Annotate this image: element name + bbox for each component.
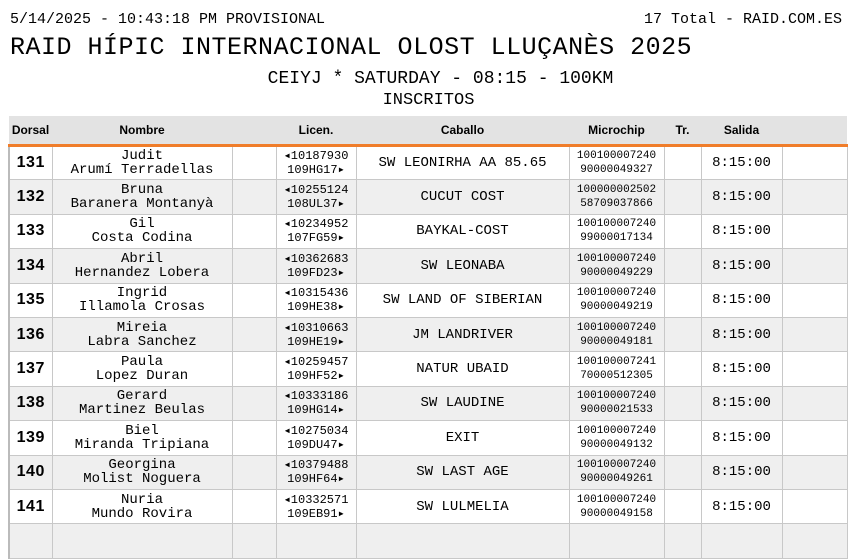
rider-name-cell	[52, 352, 232, 386]
license-cell	[276, 489, 356, 523]
horse-name-cell: SW LAND OF SIBERIAN	[356, 283, 569, 317]
license-number: ◂10379488	[283, 458, 349, 473]
tr-cell	[664, 489, 701, 523]
category-line: CEIYJ * SATURDAY - 08:15 - 100KM	[267, 69, 614, 89]
microchip-cell	[569, 489, 664, 523]
license-code: 108UL37▸	[287, 197, 345, 212]
start-time-cell: 8:15:00	[701, 249, 782, 283]
horse-name-cell: EXIT	[356, 421, 569, 455]
timestamp-status: 5/14/2025 - 10:43:18 PM PROVISIONAL	[10, 11, 326, 28]
license-code: 109FD23▸	[287, 265, 345, 280]
microchip-line-1: 100100007240	[576, 218, 657, 231]
table-row	[9, 146, 847, 180]
rider-name-cell	[52, 455, 232, 489]
microchip-cell	[569, 214, 664, 248]
license-code: 109HG14▸	[287, 403, 345, 418]
dorsal-cell: 141	[9, 489, 52, 523]
table-row	[9, 386, 847, 420]
microchip-cell	[569, 421, 664, 455]
col-salida: Salida	[701, 116, 782, 146]
microchip-cell	[569, 317, 664, 351]
start-time-cell: 8:15:00	[701, 386, 782, 420]
microchip-line-2: 90000049229	[580, 266, 653, 279]
license-cell	[276, 283, 356, 317]
rider-name-cell	[52, 489, 232, 523]
extra-cell	[782, 249, 847, 283]
dorsal-cell: 135	[9, 283, 52, 317]
dorsal-cell: 138	[9, 386, 52, 420]
extra-cell	[782, 421, 847, 455]
dorsal-cell	[9, 524, 52, 558]
microchip-cell	[569, 386, 664, 420]
license-cell	[276, 249, 356, 283]
license-cell	[276, 180, 356, 214]
blank-cell	[232, 249, 276, 283]
entries-table	[8, 116, 848, 559]
start-time-cell: 8:15:00	[701, 455, 782, 489]
rider-name-cell	[52, 386, 232, 420]
rider-name-cell	[52, 249, 232, 283]
rider-name-cell	[52, 524, 232, 558]
blank-cell	[232, 386, 276, 420]
table-row	[9, 249, 847, 283]
license-code: 109HF64▸	[287, 472, 345, 487]
tr-cell	[664, 455, 701, 489]
blank-cell	[232, 180, 276, 214]
blank-cell	[232, 455, 276, 489]
microchip-line-1: 100100007241	[576, 356, 657, 369]
col-nombre: Nombre	[52, 116, 232, 146]
tr-cell	[664, 524, 701, 558]
start-time-cell: 8:15:00	[701, 180, 782, 214]
extra-cell	[782, 146, 847, 180]
microchip-cell	[569, 249, 664, 283]
rider-name-cell	[52, 146, 232, 180]
blank-cell	[232, 283, 276, 317]
rider-last-name: Lopez Duran	[95, 368, 189, 385]
license-code: 107FG59▸	[287, 231, 345, 246]
horse-name-cell: CUCUT COST	[356, 180, 569, 214]
license-number: ◂10187930	[283, 149, 349, 164]
tr-cell	[664, 283, 701, 317]
start-time-cell: 8:15:00	[701, 214, 782, 248]
extra-cell	[782, 524, 847, 558]
license-number: ◂10259457	[283, 355, 349, 370]
license-number: ◂10255124	[283, 183, 349, 198]
license-number: ◂10234952	[283, 217, 349, 232]
rider-last-name: Miranda Tripiana	[74, 436, 210, 453]
horse-name-cell	[356, 524, 569, 558]
microchip-cell	[569, 352, 664, 386]
rider-last-name: Mundo Rovira	[91, 505, 193, 522]
license-number: ◂10275034	[283, 423, 349, 438]
rider-last-name: Costa Codina	[91, 230, 193, 247]
microchip-line-1: 100100007240	[576, 459, 657, 472]
license-cell	[276, 214, 356, 248]
horse-name-cell: SW LEONABA	[356, 249, 569, 283]
col-blank	[232, 116, 276, 146]
dorsal-cell: 139	[9, 421, 52, 455]
event-title: RAID HÍPIC INTERNACIONAL OLOST LLUÇANÈS 2025	[10, 33, 693, 62]
rider-first-name: Ingrid	[116, 285, 168, 302]
rider-first-name: Biel	[125, 422, 159, 439]
rider-name-cell	[52, 317, 232, 351]
microchip-line-2: 90000049181	[580, 335, 653, 348]
license-cell	[276, 524, 356, 558]
table-row	[9, 317, 847, 351]
microchip-line-2: 90000049327	[580, 164, 653, 177]
microchip-line-1: 100100007240	[576, 150, 657, 163]
license-code: 109HE38▸	[287, 300, 345, 315]
license-cell	[276, 352, 356, 386]
table-row	[9, 455, 847, 489]
extra-cell	[782, 283, 847, 317]
tr-cell	[664, 146, 701, 180]
extra-cell	[782, 352, 847, 386]
table-header-row	[9, 116, 847, 146]
rider-last-name: Hernandez Lobera	[74, 264, 210, 281]
horse-name-cell: JM LANDRIVER	[356, 317, 569, 351]
microchip-cell	[569, 455, 664, 489]
start-time-cell: 8:15:00	[701, 352, 782, 386]
extra-cell	[782, 214, 847, 248]
license-cell	[276, 146, 356, 180]
table-row	[9, 352, 847, 386]
horse-name-cell: SW LAST AGE	[356, 455, 569, 489]
start-time-cell	[701, 524, 782, 558]
table-row	[9, 489, 847, 523]
microchip-line-1: 100100007240	[576, 493, 657, 506]
dorsal-cell: 140	[9, 455, 52, 489]
table-row	[9, 214, 847, 248]
blank-cell	[232, 489, 276, 523]
rider-first-name: Gil	[129, 216, 155, 233]
license-code: 109EB91▸	[287, 506, 345, 521]
rider-last-name: Labra Sanchez	[87, 333, 197, 350]
table-row	[9, 283, 847, 317]
col-extra	[782, 116, 847, 146]
rider-last-name: Baranera Montanyà	[70, 196, 214, 213]
tr-cell	[664, 386, 701, 420]
horse-name-cell: BAYKAL-COST	[356, 214, 569, 248]
total-site-label: 17 Total - RAID.COM.ES	[643, 11, 842, 28]
microchip-line-2: 90000049219	[580, 301, 653, 314]
microchip-cell	[569, 146, 664, 180]
license-number: ◂10315436	[283, 286, 349, 301]
rider-name-cell	[52, 283, 232, 317]
blank-cell	[232, 317, 276, 351]
dorsal-cell: 137	[9, 352, 52, 386]
tr-cell	[664, 249, 701, 283]
col-dorsal: Dorsal	[9, 116, 52, 146]
extra-cell	[782, 386, 847, 420]
start-time-cell: 8:15:00	[701, 317, 782, 351]
rider-last-name: Arumí Terradellas	[70, 162, 214, 179]
rider-name-cell	[52, 214, 232, 248]
microchip-line-1: 100000002502	[576, 184, 657, 197]
microchip-line-1: 100100007240	[576, 424, 657, 437]
rider-last-name: Martinez Beulas	[78, 402, 206, 419]
tr-cell	[664, 180, 701, 214]
microchip-line-1: 100100007240	[576, 321, 657, 334]
dorsal-cell: 131	[9, 146, 52, 180]
table-row	[9, 524, 847, 558]
section-title: INSCRITOS	[382, 91, 475, 110]
microchip-line-2: 90000049132	[580, 438, 653, 451]
rider-first-name: Abril	[120, 250, 163, 267]
rider-first-name: Judit	[120, 148, 163, 165]
horse-name-cell: SW LEONIRHA AA 85.65	[356, 146, 569, 180]
microchip-cell	[569, 283, 664, 317]
microchip-cell	[569, 180, 664, 214]
microchip-line-1: 100100007240	[576, 390, 657, 403]
license-cell	[276, 386, 356, 420]
license-code: 109DU47▸	[287, 437, 345, 452]
extra-cell	[782, 489, 847, 523]
table-row	[9, 180, 847, 214]
horse-name-cell: NATUR UBAID	[356, 352, 569, 386]
start-time-cell: 8:15:00	[701, 489, 782, 523]
tr-cell	[664, 214, 701, 248]
horse-name-cell: SW LAUDINE	[356, 386, 569, 420]
rider-first-name: Bruna	[120, 182, 163, 199]
rider-first-name: Georgina	[108, 457, 176, 474]
dorsal-cell: 132	[9, 180, 52, 214]
start-time-cell: 8:15:00	[701, 146, 782, 180]
col-licen: Licen.	[276, 116, 356, 146]
rider-name-cell	[52, 421, 232, 455]
rider-first-name: Nuria	[120, 491, 163, 508]
col-caballo: Caballo	[356, 116, 569, 146]
rider-last-name: Illamola Crosas	[78, 299, 206, 316]
blank-cell	[232, 214, 276, 248]
microchip-cell	[569, 524, 664, 558]
horse-name-cell: SW LULMELIA	[356, 489, 569, 523]
col-microchip: Microchip	[569, 116, 664, 146]
license-cell	[276, 421, 356, 455]
license-code: 109HF52▸	[287, 369, 345, 384]
start-time-cell: 8:15:00	[701, 421, 782, 455]
license-cell	[276, 455, 356, 489]
extra-cell	[782, 317, 847, 351]
microchip-line-1: 100100007240	[576, 252, 657, 265]
tr-cell	[664, 317, 701, 351]
top-status-line	[10, 11, 842, 29]
col-tr: Tr.	[664, 116, 701, 146]
table-row	[9, 421, 847, 455]
microchip-line-2: 70000512305	[580, 370, 653, 383]
license-number: ◂10333186	[283, 389, 349, 404]
microchip-line-2: 90000049158	[580, 507, 653, 520]
microchip-line-2: 90000049261	[580, 473, 653, 486]
tr-cell	[664, 352, 701, 386]
start-time-cell: 8:15:00	[701, 283, 782, 317]
blank-cell	[232, 421, 276, 455]
blank-cell	[232, 146, 276, 180]
blank-cell	[232, 524, 276, 558]
blank-cell	[232, 352, 276, 386]
license-cell	[276, 317, 356, 351]
rider-first-name: Gerard	[116, 388, 168, 405]
license-code: 109HE19▸	[287, 334, 345, 349]
rider-first-name: Mireia	[116, 319, 168, 336]
microchip-line-2: 90000021533	[580, 404, 653, 417]
license-number: ◂10332571	[283, 492, 349, 507]
rider-first-name: Paula	[120, 354, 163, 371]
license-number: ◂10310663	[283, 320, 349, 335]
tr-cell	[664, 421, 701, 455]
microchip-line-1: 100100007240	[576, 287, 657, 300]
license-number: ◂10362683	[283, 251, 349, 266]
extra-cell	[782, 455, 847, 489]
dorsal-cell: 134	[9, 249, 52, 283]
rider-name-cell	[52, 180, 232, 214]
dorsal-cell: 133	[9, 214, 52, 248]
microchip-line-2: 58709037866	[580, 198, 653, 211]
microchip-line-2: 99000017134	[580, 232, 653, 245]
rider-last-name: Molist Noguera	[83, 471, 201, 488]
dorsal-cell: 136	[9, 317, 52, 351]
extra-cell	[782, 180, 847, 214]
license-code: 109HG17▸	[287, 163, 345, 178]
